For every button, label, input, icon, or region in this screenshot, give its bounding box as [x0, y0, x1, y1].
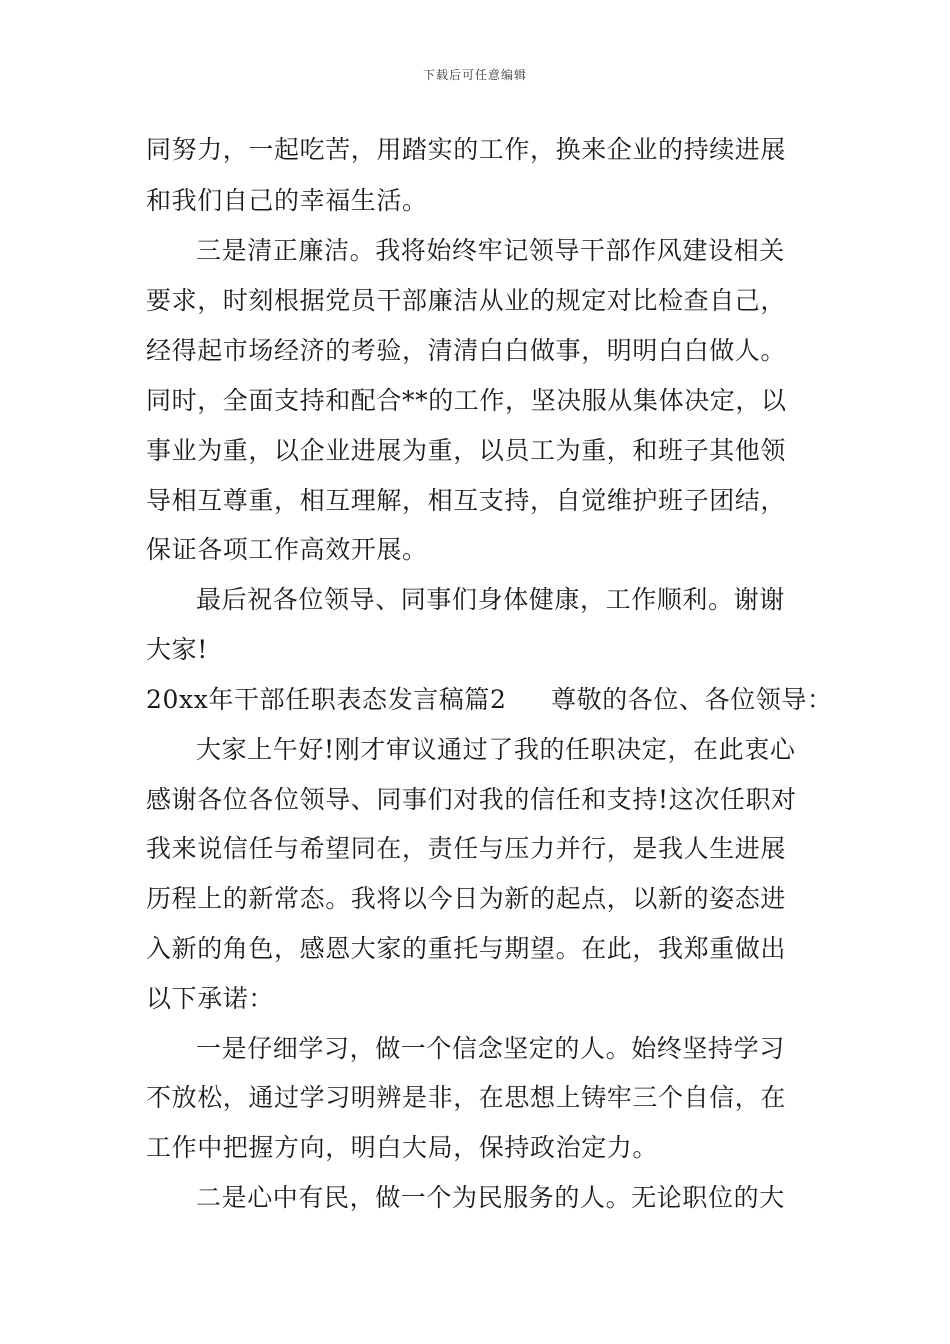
section-title: 20xx年干部任职表态发言稿篇2	[146, 685, 507, 714]
salutation: 尊敬的各位、各位领导：	[551, 685, 833, 714]
document-page: 下载后可任意编辑 同努力，一起吃苦，用踏实的工作，换来企业的持续进展 和我们自己的幸福生活。 三是清正廉洁。我将始终牢记领导干部作风建设相关 要求，时刻根据党员干部廉洁从业的规定对比检查自己， 经得起市场经济的考验，清清白白做事，明明白白做人。 同时，全面支持和配合**的工作，坚决服从集体决定，以 事业为重，以企业进展为重，以员工为重，和班子其他领 导相互尊重，相互理解，相互支持，自觉维护班子团结， 保证各项工作高效开展。 最后祝各位领导、同事们身体健康，工作顺利。谢谢 大家! 20xx年干部任职表态发言稿篇2 尊敬的各位、各位领导： 大家上午好!刚才审议通过了我的任职决定，在此衷心 感谢各位各位领导、同事们对我的信任和支持!这次任职对 我来说信任与希望同在，责任与压力并行，是我人生进展 历程上的新常态。我将以今日为新的起点，以新的姿态进 入新的角色，感恩大家的重托与期望。在此，我郑重做出 以下承诺： 一是仔细学习，做一个信念坚定的人。始终坚持学习 不放松，通过学习明辨是非，在思想上铸牢三个自信，在 工作中把握方向，明白大局，保持政治定力。 二是心中有民，做一个为民服务的人。无论职位的大	[0, 0, 950, 1344]
page-header: 下载后可任意编辑	[422, 68, 527, 82]
